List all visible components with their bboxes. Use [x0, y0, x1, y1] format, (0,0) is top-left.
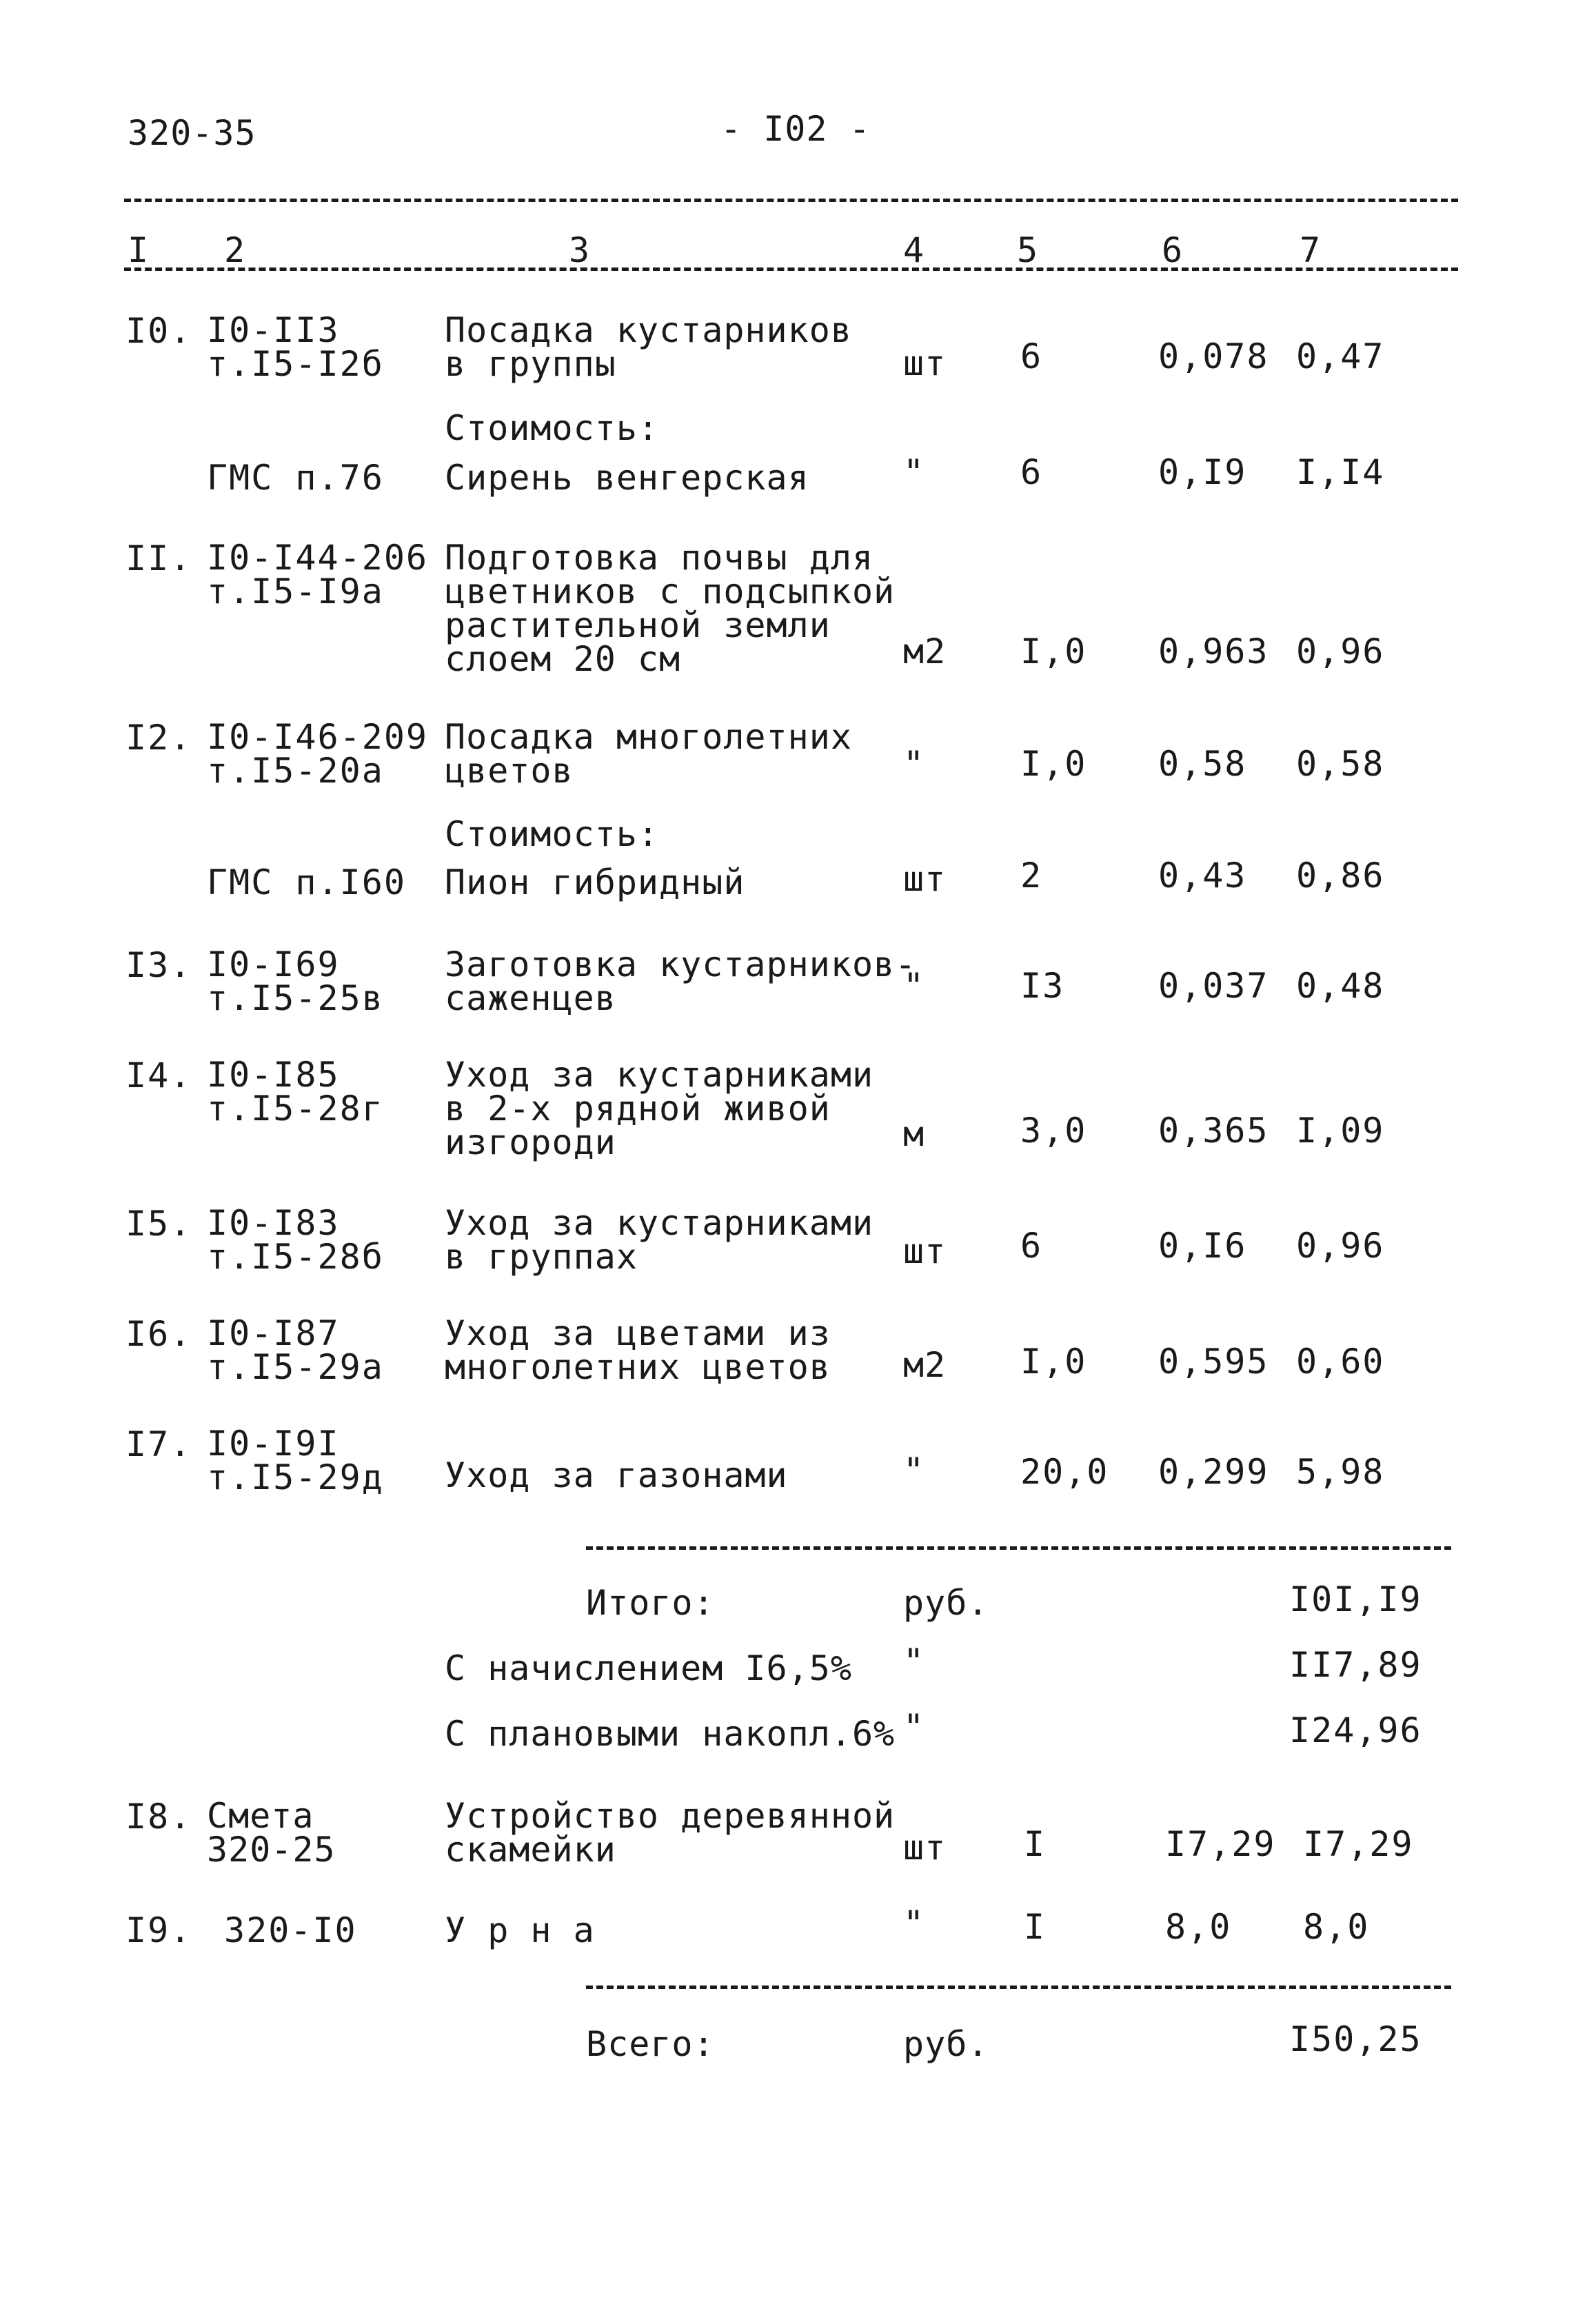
- total-cost: 0,58: [1296, 744, 1385, 784]
- quantity: 3,0: [1020, 1111, 1087, 1151]
- total-cost: 5,98: [1296, 1452, 1385, 1492]
- unit-price: 0,58: [1158, 744, 1247, 784]
- unit-price: I7,29: [1165, 1824, 1276, 1864]
- unit-price: 0,I6: [1158, 1226, 1247, 1266]
- subtotal-label: Итого:: [586, 1583, 715, 1623]
- work-description: Посадка многолетних цветов: [445, 717, 852, 791]
- quantity: 6: [1020, 452, 1043, 492]
- column-header-7: 7: [1300, 230, 1322, 270]
- norm-code: I0-I87 т.I5-29а: [207, 1313, 384, 1387]
- subtotal-rule: [586, 1546, 1451, 1550]
- total-cost: 0,96: [1296, 1226, 1385, 1266]
- quantity: I,0: [1020, 1342, 1087, 1382]
- quantity: 6: [1020, 1226, 1043, 1266]
- total-cost: 0,48: [1296, 966, 1385, 1006]
- document-code: 320-35: [128, 113, 256, 153]
- row-number: I7.: [125, 1424, 192, 1464]
- quantity: 20,0: [1020, 1452, 1109, 1492]
- total-cost: I7,29: [1303, 1824, 1414, 1864]
- unit: шт: [903, 1231, 947, 1271]
- column-header-1: I: [128, 230, 150, 270]
- grand-total-label: Всего:: [586, 2024, 715, 2064]
- quantity: 6: [1020, 336, 1043, 376]
- subtotal-unit: ": [903, 1641, 925, 1681]
- total-cost: 0,96: [1296, 631, 1385, 671]
- subtotal-label: С начислением I6,5%: [445, 1648, 852, 1688]
- norm-code: 320-I0: [224, 1910, 357, 1950]
- work-description: Уход за цветами из многолетних цветов: [445, 1313, 831, 1387]
- quantity: I3: [1020, 966, 1065, 1006]
- unit-price: 0,43: [1158, 856, 1247, 896]
- norm-code: I0-I44-206 т.I5-I9а: [207, 538, 429, 612]
- unit: ": [903, 452, 925, 492]
- subtotal-label: С плановыми накопл.6%: [445, 1714, 896, 1754]
- column-header-6: 6: [1162, 230, 1184, 270]
- quantity: 2: [1020, 856, 1043, 896]
- page-number: - I02 -: [720, 109, 871, 149]
- unit-price: 0,963: [1158, 631, 1269, 671]
- unit: ": [903, 966, 925, 1006]
- column-header-2: 2: [224, 230, 246, 270]
- subtotal-value: I0I,I9: [1289, 1579, 1422, 1619]
- unit-price: 0,299: [1158, 1452, 1269, 1492]
- unit: м2: [903, 631, 947, 671]
- row-number: I8.: [125, 1797, 192, 1837]
- total-cost: I,I4: [1296, 452, 1385, 492]
- work-description: Уход за кустарниками в 2-х рядной живой изгороди: [445, 1055, 874, 1162]
- column-header-4: 4: [903, 230, 925, 270]
- work-description: У р н а: [445, 1910, 595, 1950]
- grand-total-unit: руб.: [903, 2024, 989, 2064]
- norm-code: Смета 320-25: [207, 1796, 336, 1870]
- cost-subheading: Стоимость:: [445, 408, 660, 448]
- norm-code: I0-I9I т.I5-29д: [207, 1424, 384, 1497]
- cost-subheading: Стоимость:: [445, 814, 660, 854]
- row-number: I0.: [125, 311, 192, 351]
- norm-code: I0-I46-209 т.I5-20а: [207, 717, 429, 791]
- row-number: I3.: [125, 945, 192, 985]
- row-number: I2.: [125, 718, 192, 758]
- unit: шт: [903, 343, 947, 383]
- unit-price: 0,078: [1158, 336, 1269, 376]
- grand-total-value: I50,25: [1289, 2019, 1422, 2059]
- subtotal-unit: руб.: [903, 1583, 989, 1623]
- unit-price: 0,595: [1158, 1342, 1269, 1382]
- row-number: I5.: [125, 1204, 192, 1244]
- grand-total-rule: [586, 1985, 1451, 1989]
- norm-code: I0-I85 т.I5-28г: [207, 1055, 384, 1129]
- unit-price: 0,365: [1158, 1111, 1269, 1151]
- work-description: Уход за кустарниками в группах: [445, 1203, 874, 1277]
- column-header-3: 3: [569, 230, 591, 270]
- work-description: Уход за газонами: [445, 1455, 788, 1495]
- unit-price: 8,0: [1165, 1907, 1232, 1947]
- quantity: I,0: [1020, 631, 1087, 671]
- unit: ": [903, 744, 925, 784]
- row-number: I9.: [125, 1910, 192, 1950]
- subtotal-unit: ": [903, 1707, 925, 1747]
- unit: шт: [903, 859, 947, 899]
- work-description: Заготовка кустарников- саженцев: [445, 944, 917, 1018]
- unit: шт: [903, 1828, 947, 1868]
- work-description: Посадка кустарников в группы: [445, 310, 852, 384]
- quantity: I: [1024, 1907, 1047, 1947]
- norm-code: I0-II3 т.I5-I2б: [207, 310, 384, 384]
- total-cost: 0,60: [1296, 1342, 1385, 1382]
- norm-code: I0-I69 т.I5-25в: [207, 944, 384, 1018]
- total-cost: 0,86: [1296, 856, 1385, 896]
- work-description: Пион гибридный: [445, 862, 745, 902]
- unit: м: [903, 1114, 925, 1154]
- subtotal-value: II7,89: [1289, 1645, 1422, 1685]
- quantity: I,0: [1020, 744, 1087, 784]
- unit: ": [903, 1903, 925, 1943]
- norm-code: ГМС п.I60: [207, 862, 406, 902]
- norm-code: ГМС п.76: [207, 458, 384, 498]
- unit: ": [903, 1451, 925, 1490]
- work-description: Устройство деревянной скамейки: [445, 1796, 896, 1870]
- row-number: I6.: [125, 1314, 192, 1354]
- header-bottom-rule: [124, 267, 1458, 271]
- unit: м2: [903, 1345, 947, 1385]
- norm-code: I0-I83 т.I5-28б: [207, 1203, 384, 1277]
- unit-price: 0,037: [1158, 966, 1269, 1006]
- quantity: I: [1024, 1824, 1047, 1864]
- unit-price: 0,I9: [1158, 452, 1247, 492]
- work-description: Сирень венгерская: [445, 458, 809, 498]
- total-cost: I,09: [1296, 1111, 1385, 1151]
- total-cost: 8,0: [1303, 1907, 1370, 1947]
- total-cost: 0,47: [1296, 336, 1385, 376]
- work-description: Подготовка почвы для цветников с подсыпкой растительной земли слоем 20 см: [445, 538, 896, 679]
- row-number: II.: [125, 538, 192, 578]
- column-header-5: 5: [1017, 230, 1039, 270]
- subtotal-value: I24,96: [1289, 1710, 1422, 1750]
- header-top-rule: [124, 199, 1458, 202]
- row-number: I4.: [125, 1055, 192, 1095]
